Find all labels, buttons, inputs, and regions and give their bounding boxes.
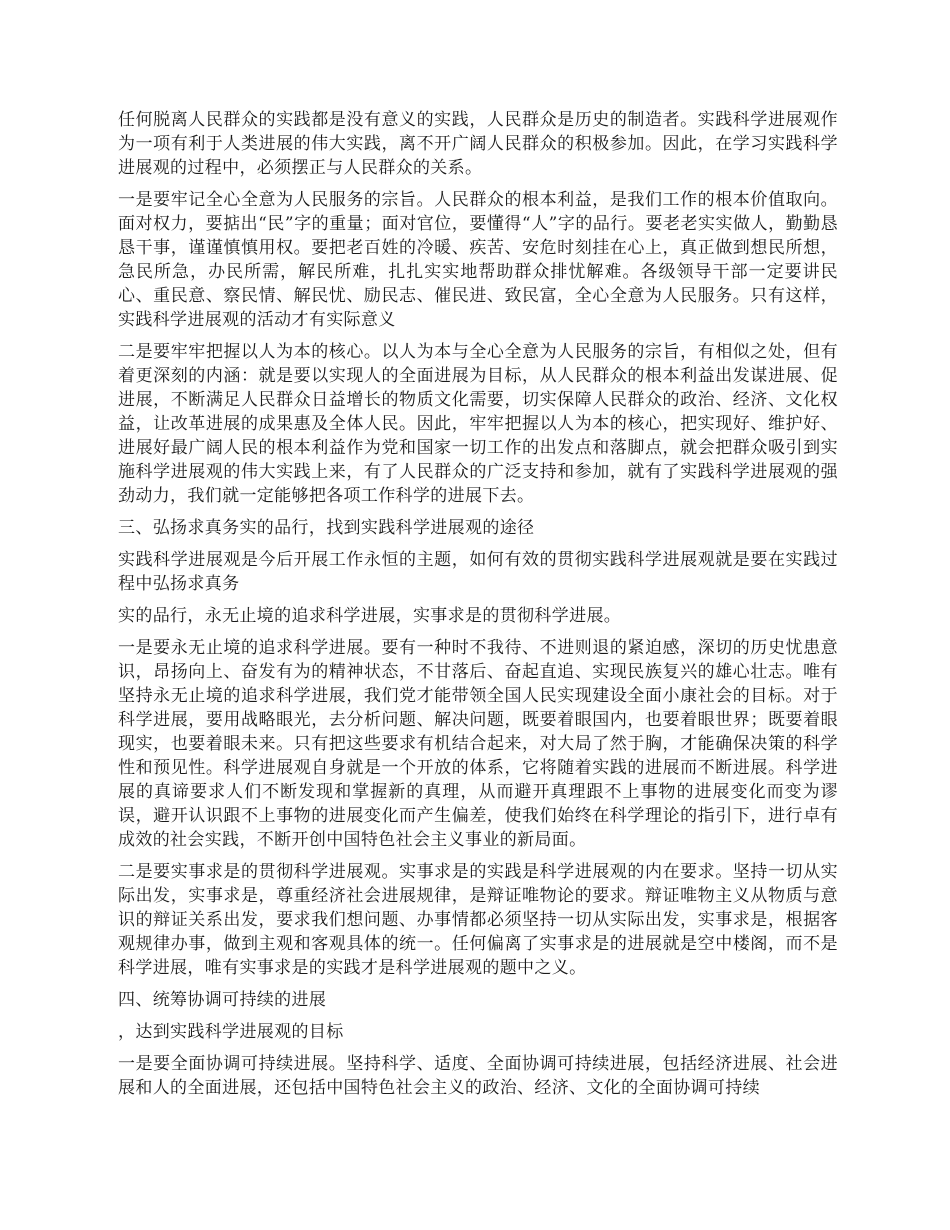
paragraph-serve-people: 一是要牢记全心全意为人民服务的宗旨。人民群众的根本利益，是我们工作的根本价值取向。面对权力，要掂出“民”字的重量；面对官位，要懂得“人”字的品行。要老老实实做人，勤勤恳恳干事，谨谨慎慎用权。要把老百姓的冷暖、疾苦、安危时刻挂在心上，真正做到想民所想，急民所急，办民所需，解民所难，扎扎实实地帮助群众排忧解难。各级领导干部一定要讲民心、重民意、察民情、解民忧、励民志、催民进、致民富，全心全意为人民服务。只有这样，实践科学进展观的活动才有实际意义 xyxy=(118,190,838,330)
paragraph-seek-truth: 二是要实事求是的贯彻科学进展观。实事求是的实践是科学进展观的内在要求。坚持一切从实际出发，实事求是，尊重经济社会进展规律，是辩证唯物论的要求。辩证唯物主义从物质与意识的辩证关系出发，要求我们想问题、办事情都必须坚持一切从实际出发，实事求是，根据客观规律办事，做到主观和客观具体的统一。任何偏离了实事求是的进展就是空中楼阁，而不是科学进展，唯有实事求是的实践才是科学进展观的题中之义。 xyxy=(118,862,838,978)
section-heading-4: 四、统筹协调可持续的进展 xyxy=(118,990,327,1010)
paragraph-sustainable-development: 一是要全面协调可持续进展。坚持科学、适度、全面协调可持续进展，包括经济进展、社会进展和人的全面进展，还包括中国特色社会主义的政治、经济、文化的全面协调可持续 xyxy=(118,1054,838,1098)
paragraph-intro: 任何脱离人民群众的实践都是没有意义的实践，人民群众是历史的制造者。实践科学进展观作为一项有利于人类进展的伟大实践，离不开广阔人民群众的积极参加。因此，在学习实践科学进展观的过程中，必须摆正与人民群众的关系。 xyxy=(118,110,838,178)
paragraph-pursue-development: 一是要永无止境的追求科学进展。要有一种时不我待、不进则退的紧迫感，深切的历史忧患意识，昂扬向上、奋发有为的精神状态，不甘落后、奋起直追、实现民族复兴的雄心壮志。唯有坚持永无止境的追求科学进展，我们党才能带领全国人民实现建设全面小康社会的目标。对于科学进展，要用战略眼光，去分析问题、解决问题，既要着眼国内，也要着眼世界；既要着眼现实，也要着眼未来。只有把这些要求有机结合起来，对大局了然于胸，才能确保决策的科学性和预见性。科学进展观自身就是一个开放的体系，它将随着实践的进展而不断进展。科学进展的真谛要求人们不断发现和掌握新的真理，从而避开真理跟不上事物的进展变化而变为谬误，避开认识跟不上事物的进展变化而产生偏差，使我们始终在科学理论的指引下，进行卓有成效的社会实践，不断开创中国特色社会主义事业的新局面。 xyxy=(118,638,838,850)
paragraph-section-3-intro: 实践科学进展观是今后开展工作永恒的主题，如何有效的贯彻实践科学进展观就是要在实践过程中弘扬求真务 xyxy=(118,550,838,594)
section-heading-4-continued: ，达到实践科学进展观的目标 xyxy=(118,1022,344,1042)
section-heading-3: 三、弘扬求真务实的品行，找到实践科学进展观的途径 xyxy=(118,518,535,538)
document-body xyxy=(118,108,838,1100)
paragraph-section-3-continued: 实的品行，永无止境的追求科学进展，实事求是的贯彻科学进展。 xyxy=(118,606,622,626)
paragraph-people-oriented: 二是要牢牢把握以人为本的核心。以人为本与全心全意为人民服务的宗旨，有相似之处，但有着更深刻的内涵：就是要以实现人的全面进展为目标，从人民群众的根本利益出发谋进展、促进展，不断满足人民群众日益增长的物质文化需要，切实保障人民群众的政治、经济、文化权益，让改革进展的成果惠及全体人民。因此，牢牢把握以人为本的核心，把实现好、维护好、进展好最广阔人民的根本利益作为党和国家一切工作的出发点和落脚点，就会把群众吸引到实施科学进展观的伟大实践上来，有了人民群众的广泛支持和参加，就有了实践科学进展观的强劲动力，我们就一定能够把各项工作科学的进展下去。 xyxy=(118,342,838,506)
